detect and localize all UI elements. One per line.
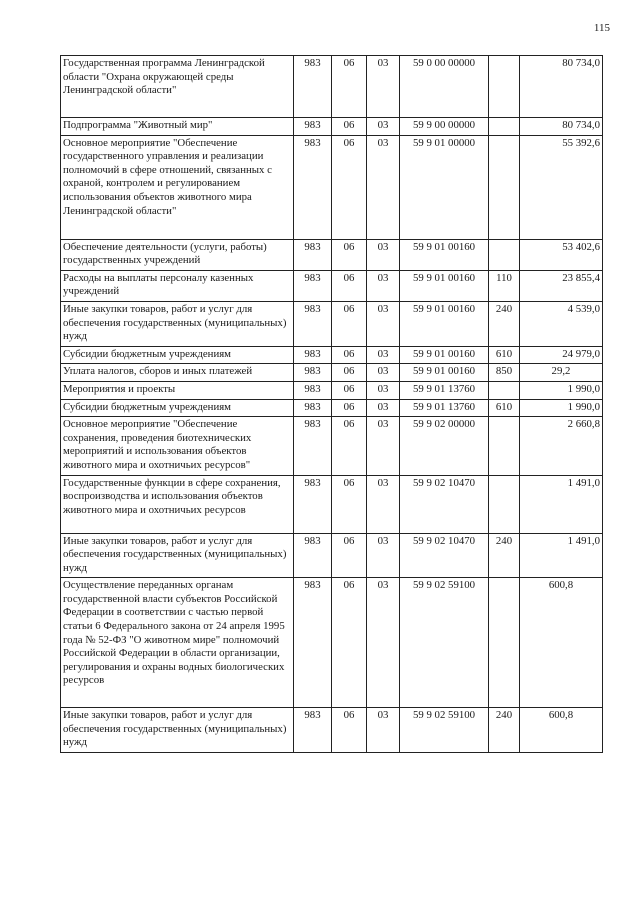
- target-code: 59 9 01 00160: [400, 270, 489, 301]
- expense-type-code: [489, 417, 520, 475]
- admin-code: 983: [294, 475, 332, 533]
- table-row: [61, 578, 603, 708]
- target-code: 59 9 01 13760: [400, 399, 489, 417]
- table-row: [61, 346, 603, 364]
- admin-code: 983: [294, 533, 332, 578]
- subsection-code: 03: [367, 301, 400, 346]
- table-row: [61, 399, 603, 417]
- table-row: [61, 270, 603, 301]
- row-name: Уплата налогов, сборов и иных платежей: [61, 364, 294, 382]
- section-code: 06: [332, 381, 367, 399]
- target-code: 59 9 02 59100: [400, 578, 489, 708]
- table-row: [61, 417, 603, 475]
- section-code: 06: [332, 475, 367, 533]
- subsection-code: 03: [367, 270, 400, 301]
- section-code: 06: [332, 399, 367, 417]
- subsection-code: 03: [367, 578, 400, 708]
- section-code: 06: [332, 346, 367, 364]
- section-code: 06: [332, 239, 367, 270]
- row-name: Субсидии бюджетным учреждениям: [61, 399, 294, 417]
- table-row: [61, 56, 603, 118]
- target-code: 59 9 01 00160: [400, 346, 489, 364]
- subsection-code: 03: [367, 708, 400, 753]
- target-code: 59 9 02 00000: [400, 417, 489, 475]
- section-code: 06: [332, 118, 367, 136]
- amount: 1 491,0: [520, 533, 603, 578]
- row-name: Подпрограмма "Животный мир": [61, 118, 294, 136]
- section-code: 06: [332, 578, 367, 708]
- amount: 1 990,0: [520, 399, 603, 417]
- amount: 2 660,8: [520, 417, 603, 475]
- table-row: [61, 364, 603, 382]
- target-code: 59 9 01 00000: [400, 135, 489, 239]
- row-name: Государственная программа Ленинградской области "Охрана окружающей среды Ленинградской области": [61, 56, 294, 118]
- subsection-code: 03: [367, 135, 400, 239]
- row-name: Иные закупки товаров, работ и услуг для обеспечения государственных (муниципальных) нужд: [61, 301, 294, 346]
- expense-type-code: 240: [489, 533, 520, 578]
- row-name: Субсидии бюджетным учреждениям: [61, 346, 294, 364]
- amount: 80 734,0: [520, 56, 603, 118]
- row-name: Иные закупки товаров, работ и услуг для обеспечения государственных (муниципальных) нужд: [61, 533, 294, 578]
- expense-type-code: 610: [489, 346, 520, 364]
- amount: 23 855,4: [520, 270, 603, 301]
- table-row: [61, 708, 603, 753]
- admin-code: 983: [294, 346, 332, 364]
- subsection-code: 03: [367, 399, 400, 417]
- table-row: [61, 118, 603, 136]
- section-code: 06: [332, 417, 367, 475]
- subsection-code: 03: [367, 417, 400, 475]
- row-name: Обеспечение деятельности (услуги, работы) государственных учреждений: [61, 239, 294, 270]
- target-code: 59 9 02 10470: [400, 475, 489, 533]
- subsection-code: 03: [367, 381, 400, 399]
- row-name: Основное мероприятие "Обеспечение сохранения, проведения биотехнических мероприятий и использования объектов животного мира и охотничьих ресурсов": [61, 417, 294, 475]
- subsection-code: 03: [367, 364, 400, 382]
- target-code: 59 9 01 13760: [400, 381, 489, 399]
- expense-type-code: 110: [489, 270, 520, 301]
- table-row: [61, 475, 603, 533]
- expense-type-code: 240: [489, 301, 520, 346]
- admin-code: 983: [294, 708, 332, 753]
- amount: 29,2: [520, 364, 603, 382]
- target-code: 59 9 02 10470: [400, 533, 489, 578]
- row-name: Иные закупки товаров, работ и услуг для обеспечения государственных (муниципальных) нужд: [61, 708, 294, 753]
- amount: 4 539,0: [520, 301, 603, 346]
- subsection-code: 03: [367, 475, 400, 533]
- admin-code: 983: [294, 399, 332, 417]
- expense-type-code: [489, 239, 520, 270]
- table-row: [61, 533, 603, 578]
- target-code: 59 9 02 59100: [400, 708, 489, 753]
- section-code: 06: [332, 364, 367, 382]
- admin-code: 983: [294, 417, 332, 475]
- page-number: 115: [593, 22, 610, 34]
- expense-type-code: [489, 56, 520, 118]
- expense-type-code: [489, 381, 520, 399]
- section-code: 06: [332, 56, 367, 118]
- admin-code: 983: [294, 301, 332, 346]
- table-row: [61, 135, 603, 239]
- subsection-code: 03: [367, 56, 400, 118]
- admin-code: 983: [294, 239, 332, 270]
- admin-code: 983: [294, 56, 332, 118]
- amount: 1 491,0: [520, 475, 603, 533]
- row-name: Мероприятия и проекты: [61, 381, 294, 399]
- row-name: Расходы на выплаты персоналу казенных учреждений: [61, 270, 294, 301]
- target-code: 59 9 01 00160: [400, 364, 489, 382]
- amount: 600,8: [520, 708, 603, 753]
- row-name: Основное мероприятие "Обеспечение государственного управления и реализации полномочий в сфере отношений, связанных с охраной, контролем и регулированием использования объектов животного мира Ленинградской области": [61, 135, 294, 239]
- section-code: 06: [332, 533, 367, 578]
- target-code: 59 9 01 00160: [400, 301, 489, 346]
- expense-type-code: [489, 578, 520, 708]
- expense-type-code: 240: [489, 708, 520, 753]
- section-code: 06: [332, 135, 367, 239]
- amount: 1 990,0: [520, 381, 603, 399]
- amount: 53 402,6: [520, 239, 603, 270]
- table-row: [61, 301, 603, 346]
- expense-type-code: [489, 135, 520, 239]
- amount: 55 392,6: [520, 135, 603, 239]
- subsection-code: 03: [367, 118, 400, 136]
- expense-type-code: 850: [489, 364, 520, 382]
- section-code: 06: [332, 270, 367, 301]
- admin-code: 983: [294, 118, 332, 136]
- expense-type-code: [489, 118, 520, 136]
- subsection-code: 03: [367, 346, 400, 364]
- amount: 600,8: [520, 578, 603, 708]
- target-code: 59 9 00 00000: [400, 118, 489, 136]
- expense-type-code: [489, 475, 520, 533]
- amount: 24 979,0: [520, 346, 603, 364]
- admin-code: 983: [294, 135, 332, 239]
- section-code: 06: [332, 301, 367, 346]
- subsection-code: 03: [367, 533, 400, 578]
- table-row: [61, 381, 603, 399]
- amount: 80 734,0: [520, 118, 603, 136]
- target-code: 59 9 01 00160: [400, 239, 489, 270]
- expense-type-code: 610: [489, 399, 520, 417]
- budget-table: [60, 55, 603, 753]
- row-name: Государственные функции в сфере сохранения, воспроизводства и использования объектов животного мира и охотничьих ресурсов: [61, 475, 294, 533]
- table-row: [61, 239, 603, 270]
- admin-code: 983: [294, 270, 332, 301]
- target-code: 59 0 00 00000: [400, 56, 489, 118]
- admin-code: 983: [294, 578, 332, 708]
- subsection-code: 03: [367, 239, 400, 270]
- section-code: 06: [332, 708, 367, 753]
- admin-code: 983: [294, 364, 332, 382]
- admin-code: 983: [294, 381, 332, 399]
- row-name: Осуществление переданных органам государственной власти субъектов Российской Федерации в соответствии с частью первой статьи 6 Федерального закона от 24 апреля 1995 года № 52-ФЗ "О животном мире" полномочий Российской Федерации в области организации, регулирования и охраны водных биологических ресурсов: [61, 578, 294, 708]
